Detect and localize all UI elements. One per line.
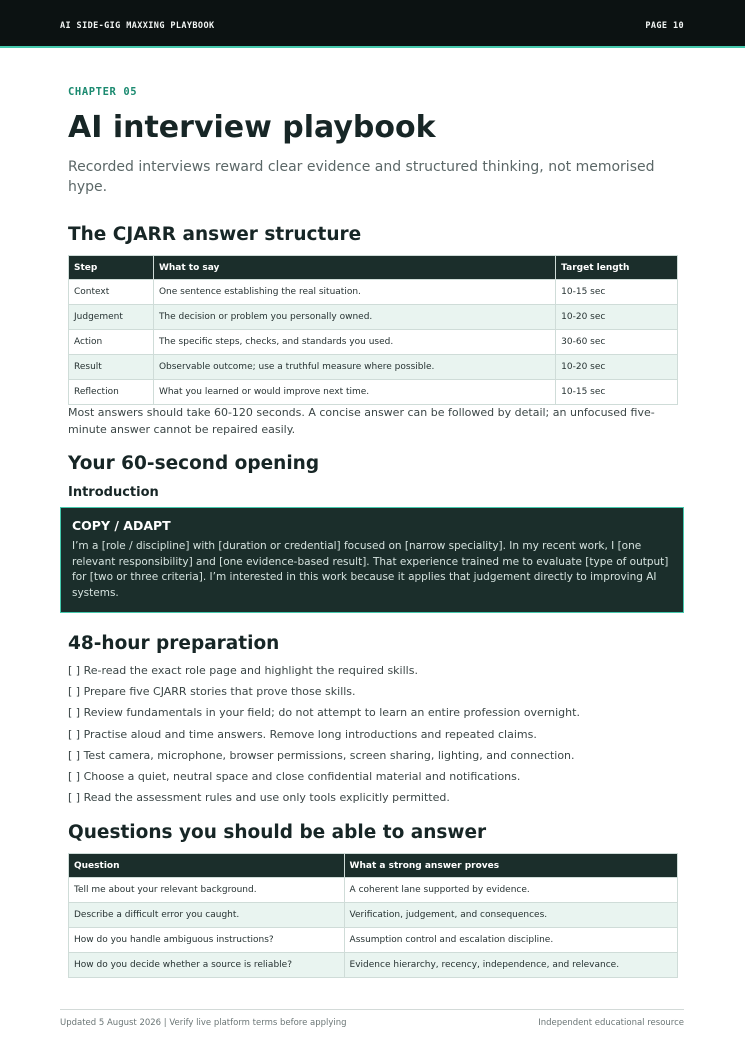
table-row bbox=[69, 280, 678, 305]
table-cell: How do you decide whether a source is reliable? bbox=[69, 953, 345, 978]
preparation-checklist bbox=[68, 662, 580, 810]
table-cell: The decision or problem you personally owned. bbox=[153, 305, 555, 330]
table-cell: How do you handle ambiguous instructions? bbox=[69, 928, 345, 953]
opening-heading: Your 60-second opening bbox=[68, 453, 320, 474]
list-item: [ ] Choose a quiet, neutral space and close confidential material and notifications. bbox=[68, 769, 521, 783]
table-row bbox=[69, 878, 678, 903]
table-cell: Assumption control and escalation discipline. bbox=[344, 928, 677, 953]
list-item: [ ] Prepare five CJARR stories that prove those skills. bbox=[68, 685, 356, 699]
running-header bbox=[0, 0, 745, 48]
table-header-row bbox=[69, 256, 678, 280]
table-row bbox=[69, 953, 678, 978]
table-cell: Reflection bbox=[69, 380, 154, 405]
list-item: [ ] Re-read the exact role page and highlight the required skills. bbox=[68, 664, 418, 677]
preparation-heading: 48-hour preparation bbox=[68, 633, 280, 654]
table-cell: Result bbox=[69, 355, 154, 380]
list-item: [ ] Review fundamentals in your field; do not attempt to learn an entire profession overnight. bbox=[68, 706, 580, 720]
table-row bbox=[69, 380, 678, 405]
table-row bbox=[69, 305, 678, 330]
questions-table bbox=[68, 853, 678, 978]
table-cell: 10-20 sec bbox=[556, 355, 678, 380]
table-cell: Action bbox=[69, 330, 154, 355]
table-cell: The specific steps, checks, and standards you used. bbox=[153, 330, 555, 355]
chapter-label: CHAPTER 05 bbox=[68, 86, 138, 98]
table-row bbox=[69, 903, 678, 928]
column-header: Target length bbox=[556, 256, 678, 280]
table-cell: Tell me about your relevant background. bbox=[69, 878, 345, 903]
page-title: AI interview playbook bbox=[68, 110, 436, 145]
cjarr-heading: The CJARR answer structure bbox=[68, 224, 362, 245]
table-row bbox=[69, 330, 678, 355]
running-footer bbox=[60, 1009, 684, 1028]
page-subtitle: Recorded interviews reward clear evidence and structured thinking, not memorised hype. bbox=[68, 159, 655, 195]
table-cell: Context bbox=[69, 280, 154, 305]
footer-updated-note: Updated 5 August 2026 | Verify live platform terms before applying bbox=[60, 1018, 347, 1028]
column-header: Step bbox=[69, 256, 154, 280]
questions-heading: Questions you should be able to answer bbox=[68, 822, 487, 843]
table-row bbox=[69, 928, 678, 953]
table-cell: Observable outcome; use a truthful measure where possible. bbox=[153, 355, 555, 380]
table-cell: One sentence establishing the real situation. bbox=[153, 280, 555, 305]
table-header-row bbox=[69, 854, 678, 878]
table-cell: What you learned or would improve next time. bbox=[153, 380, 555, 405]
callout-title: COPY / ADAPT bbox=[72, 518, 171, 533]
table-cell: Verification, judgement, and consequences. bbox=[344, 903, 677, 928]
table-row bbox=[69, 355, 678, 380]
table-cell: Evidence hierarchy, recency, independence, and relevance. bbox=[344, 953, 677, 978]
footer-disclaimer: Independent educational resource bbox=[538, 1018, 684, 1028]
column-header: What a strong answer proves bbox=[344, 854, 677, 878]
list-item: [ ] Practise aloud and time answers. Remove long introductions and repeated claims. bbox=[68, 727, 537, 741]
header-page-number: PAGE 10 bbox=[645, 21, 684, 31]
header-book-title: AI SIDE-GIG MAXXING PLAYBOOK bbox=[60, 21, 215, 31]
list-item: [ ] Test camera, microphone, browser permissions, screen sharing, lighting, and connection. bbox=[68, 748, 575, 762]
table-cell: 10-15 sec bbox=[556, 380, 678, 405]
cjarr-note: Most answers should take 60-120 seconds. A concise answer can be followed by detail; an unfocused five-minute answer cannot be repaired easily. bbox=[68, 406, 655, 436]
column-header: What to say bbox=[153, 256, 555, 280]
column-header: Question bbox=[69, 854, 345, 878]
table-cell: Describe a difficult error you caught. bbox=[69, 903, 345, 928]
callout-body: I’m a [role / discipline] with [duration or credential] focused on [narrow speciality]. In my recent work, I [one relevant responsibility] and [one evidence-based result]. That experience trained me to evaluate [type of output] for [two or three criteria]. I’m interested in this work because it applies that judgement directly to improving AI systems. bbox=[72, 540, 669, 599]
table-cell: 30-60 sec bbox=[556, 330, 678, 355]
table-cell: 10-20 sec bbox=[556, 305, 678, 330]
list-item: [ ] Read the assessment rules and use only tools explicitly permitted. bbox=[68, 791, 450, 805]
table-cell: A coherent lane supported by evidence. bbox=[344, 878, 677, 903]
cjarr-table bbox=[68, 255, 678, 405]
table-cell: 10-15 sec bbox=[556, 280, 678, 305]
introduction-subheading: Introduction bbox=[68, 485, 159, 500]
copy-adapt-callout bbox=[60, 507, 684, 613]
table-cell: Judgement bbox=[69, 305, 154, 330]
